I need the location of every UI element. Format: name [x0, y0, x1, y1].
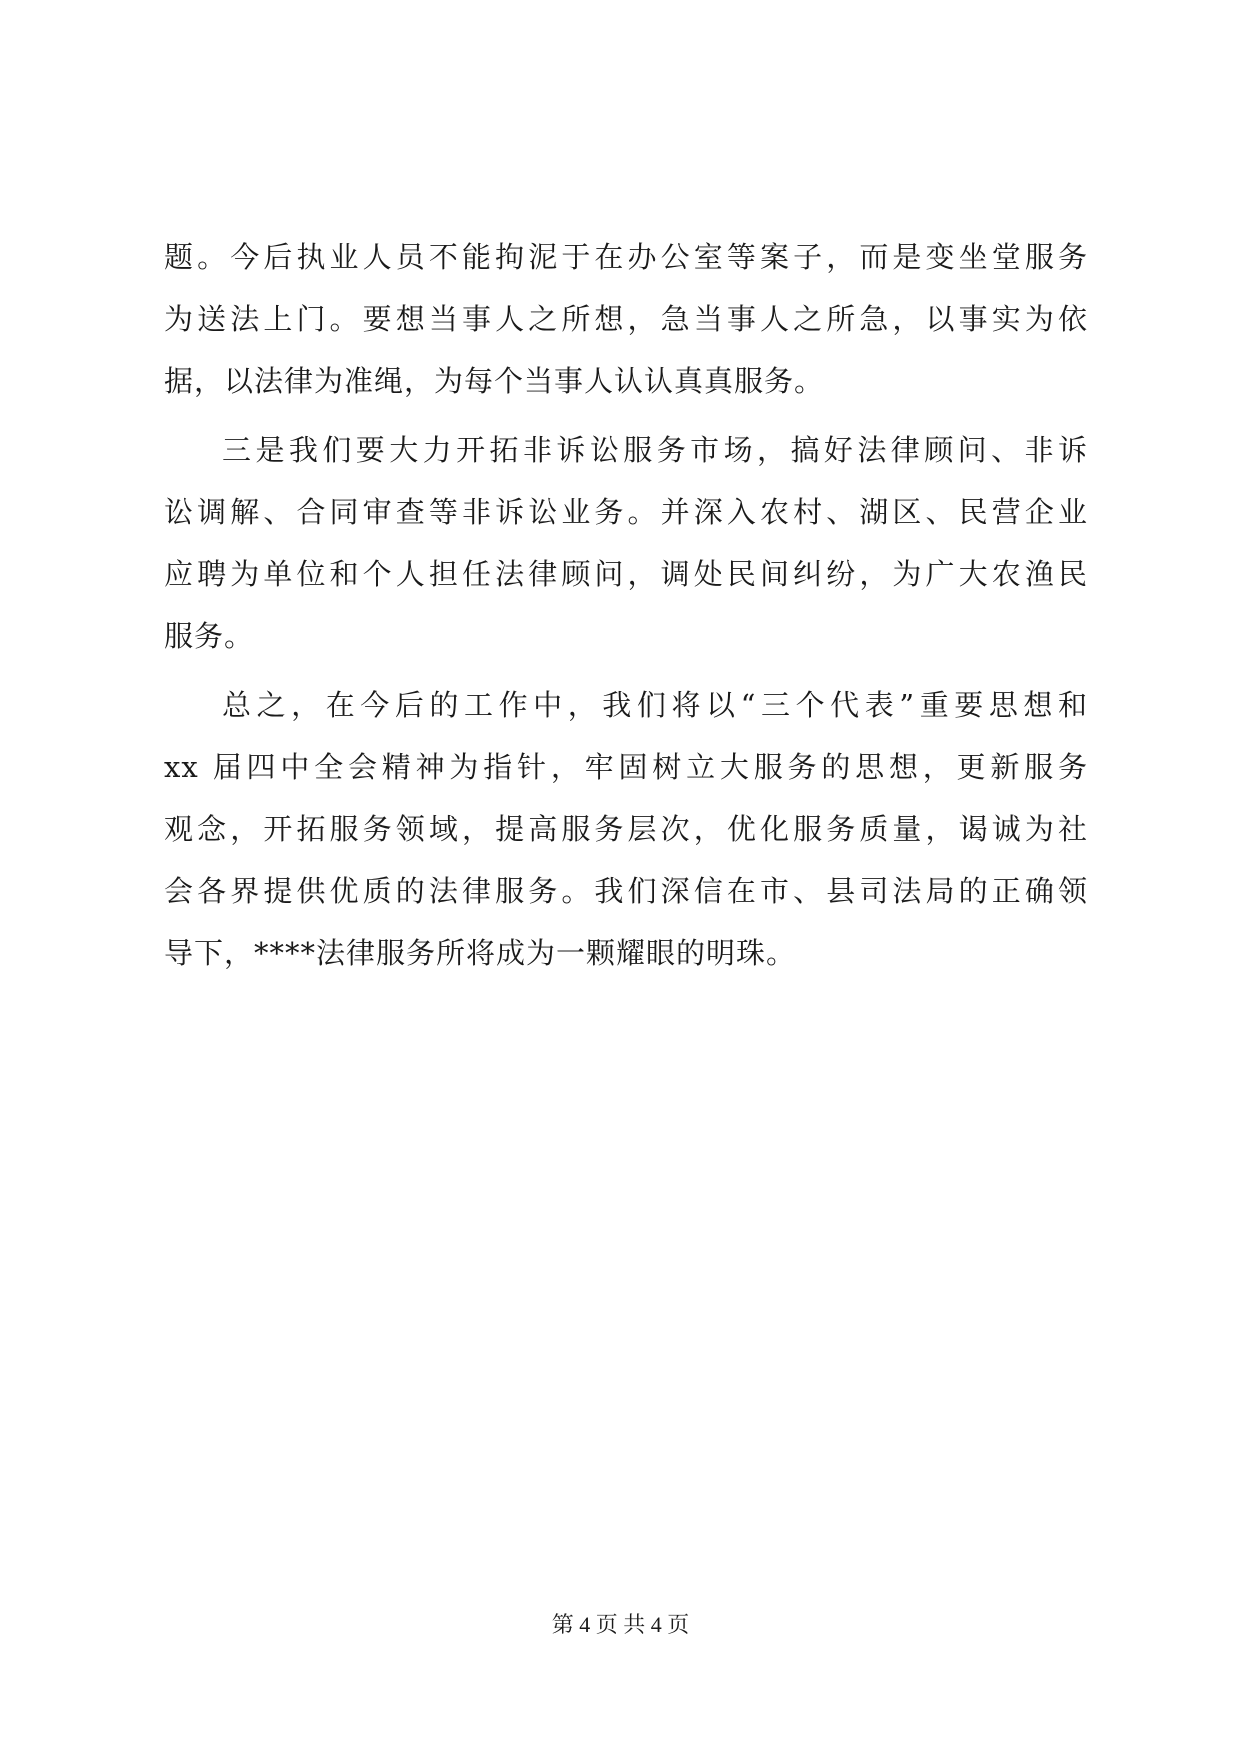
text-line: 总之，在今后的工作中，我们将以“三个代表”重要思想和 — [222, 688, 1088, 722]
text-line: 观念，开拓服务领域，提高服务层次，优化服务质量，谒诚为社 — [164, 812, 1088, 846]
paragraph-spacer — [164, 667, 1088, 674]
text-line: 会各界提供优质的法律服务。我们深信在市、县司法局的正确领 — [164, 874, 1088, 908]
text-line: 三是我们要大力开拓非诉讼服务市场，搞好法律顾问、非诉 — [222, 433, 1088, 467]
text-line: 服务。 — [164, 619, 255, 653]
page-footer: 第 4 页 共 4 页 — [551, 1612, 690, 1637]
text-line: 题。今后执业人员不能拘泥于在办公室等案子，而是变坐堂服务 — [164, 240, 1088, 274]
text-line: 应聘为单位和个人担任法律顾问，调处民间纠纷，为广大农渔民 — [164, 557, 1088, 591]
paragraph — [164, 674, 1088, 984]
text-line: 据，以法律为准绳，为每个当事人认认真真服务。 — [164, 364, 825, 398]
text-line: xx 届四中全会精神为指针，牢固树立大服务的思想，更新服务 — [164, 750, 1088, 784]
paragraph — [164, 419, 1088, 667]
text-line: 为送法上门。要想当事人之所想，急当事人之所急，以事实为依 — [164, 302, 1088, 336]
text-line: 讼调解、合同审查等非诉讼业务。并深入农村、湖区、民营企业 — [164, 495, 1088, 529]
paragraph-spacer — [164, 412, 1088, 419]
document-body — [164, 226, 1088, 984]
text-line: 导下，****法律服务所将成为一颗耀眼的明珠。 — [164, 936, 797, 970]
paragraph — [164, 226, 1088, 412]
